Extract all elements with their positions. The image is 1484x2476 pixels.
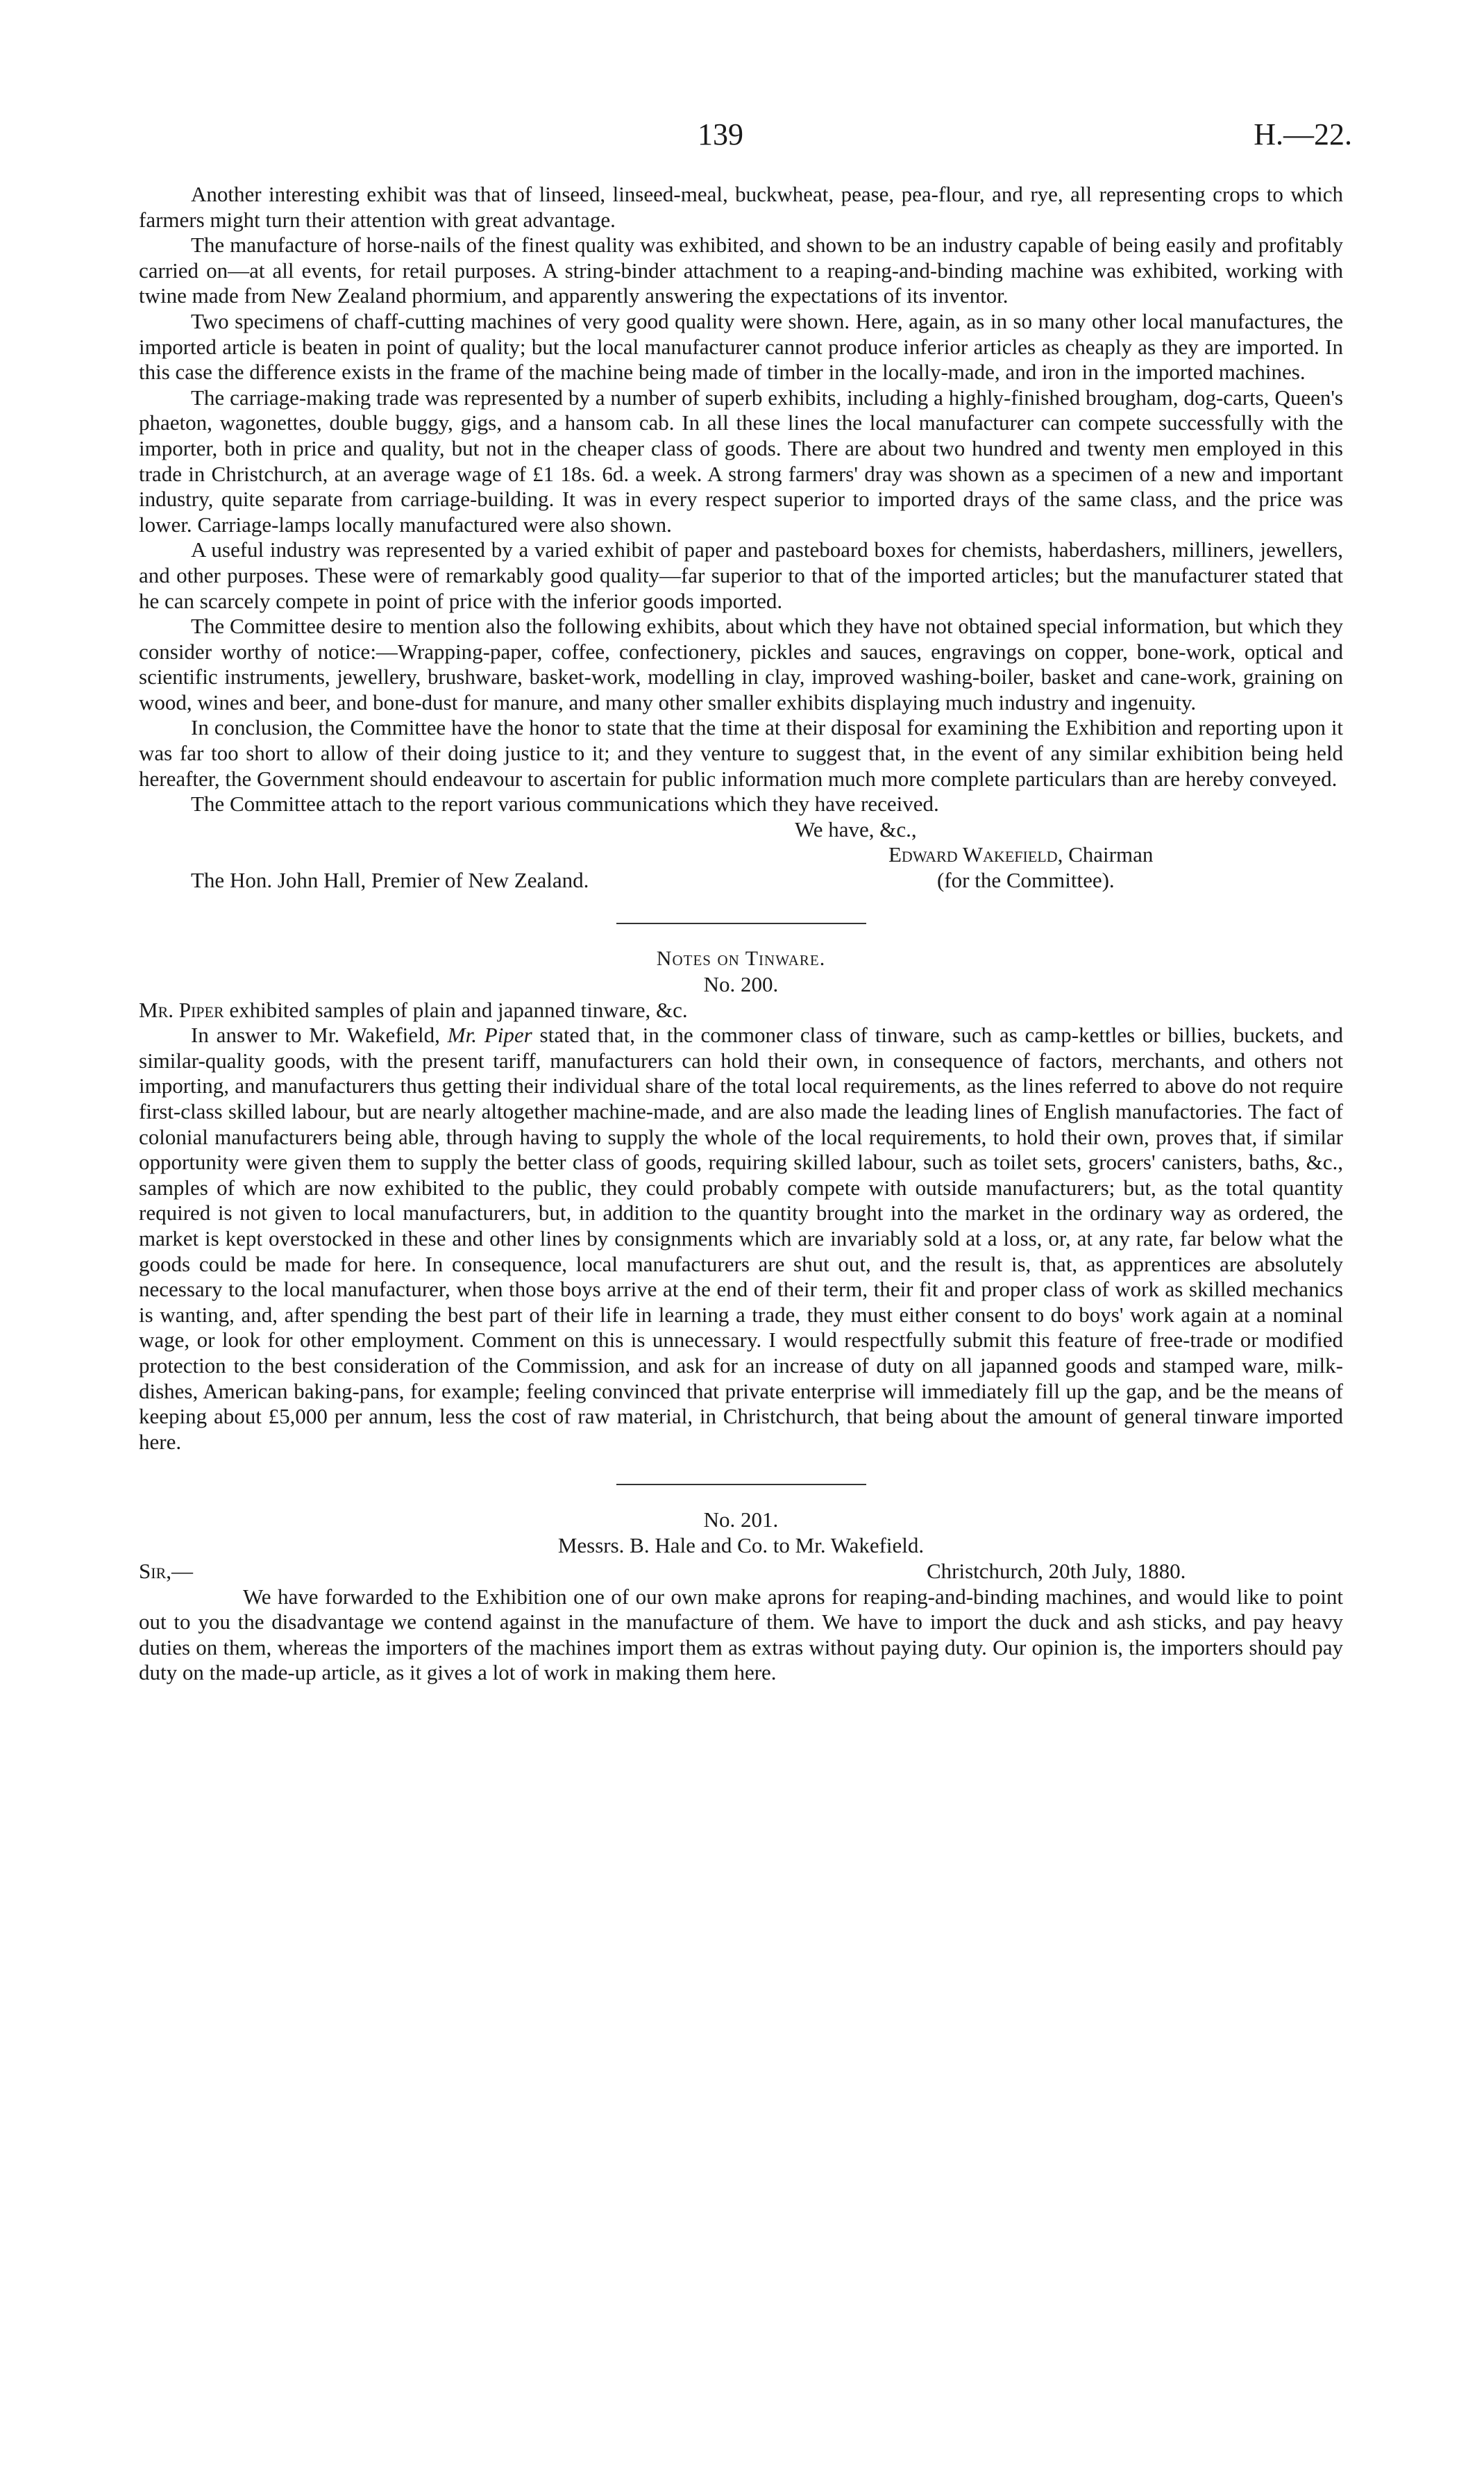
salutation-date-line: [139, 1559, 1343, 1584]
letter-heading: Messrs. B. Hale and Co. to Mr. Wakefield.: [557, 1532, 925, 1557]
document-reference: H.—22.: [1254, 117, 1352, 151]
section-divider: [616, 1484, 866, 1485]
speaker-name: Mr. Piper: [447, 1023, 532, 1048]
for-committee: (for the Committee).: [937, 868, 1115, 893]
paragraph: Two specimens of chaff-cutting machines of very good quality were shown. Here, again, as in so many other local manufactures, the imported article is beaten in point of quality; but the local manufacturer cannot produce inferior articles as cheaply as they are imported. In this case the difference exists in the frame of the machine being made of timber in the locally-made, and iron in the imported machines.: [139, 308, 1343, 385]
paragraph: The Committee desire to mention also the following exhibits, about which they have not obtained special information, but which they consider worthy of notice:—Wrapping-paper, coffee, confectionery, pickles and sauces, engravings on copper, bone-work, optical and scientific instruments, jewellery, brushware, basket-work, modelling in clay, improved washing-boiler, basket and cane-work, graining on wood, wines and beer, and bone-dust for manure, and many other smaller exhibits displaying much industry and ingenuity.: [139, 614, 1343, 714]
paragraph: Another interesting exhibit was that of linseed, linseed-meal, buckwheat, pease, pea-flour, and rye, all representing crops to which farmers might turn their attention with great advantage.: [139, 182, 1343, 232]
section-number: No. 201.: [703, 1507, 779, 1532]
section-divider: [616, 923, 866, 924]
signatory-name: Edward Wakefield: [888, 842, 1058, 867]
page-number: 139: [698, 117, 743, 151]
page-header: [0, 117, 1484, 158]
signature-address-line: [139, 868, 1343, 894]
section-title: Notes on Tinware.: [656, 947, 826, 971]
paragraph: In conclusion, the Committee have the honor to state that the time at their disposal for examining the Exhibition and reporting upon it was far too short to allow of their doing justice to it; and they venture to suggest that, in the event of any similar exhibition being held hereafter, the Government should endeavour to ascertain for public information much more complete particulars than are hereby conveyed.: [139, 715, 1343, 791]
paragraph: In answer to Mr. Wakefield, Mr. Piper stated that, in the commoner class of tinware, such as camp-kettles or billies, buckets, and similar-quality goods, with the present tariff, manufacturers can hold their own, in consequence of factors, merchants, and others not importing, and manufacturers thus getting their individual share of the total local requirements, as the lines referred to above do not require first-class skilled labour, but are nearly altogether machine-made, and are also made the leading lines of English manufactories. The fact of colonial manufacturers being able, through having to supply the whole of the local requirements, to hold their own, proves that, if similar opportunity were given them to supply the better class of goods, requiring skilled labour, such as toilet sets, grocers' canisters, baths, &c., samples of which are now exhibited to the public, they could probably compete with outside manufacturers; but, as the total quantity required is not given to local manufacturers, but, in addition to the quantity brought into the market in the ordinary way as ordered, the market is kept overstocked in these and other lines by consignments which are invariably sold at a loss, or, at any rate, far below what the goods could be made for here. In consequence, local manufacturers are shut out, and the result is, that, as apprentices are absolutely necessary to the local manufacturer, when those boys arrive at the end of their term, their fit and proper class of work as skilled mechanics is wanting, and, after spending the best part of their life in learning a trade, they must either consent to do boys' work again at a nominal wage, or look for other employment. Comment on this is unnecessary. I would respectfully submit this feature of free-trade or modified protection to the best consideration of the Commission, and ask for an increase of duty on all japanned goods and stamped ware, milk-dishes, American baking-pans, for example; feeling convinced that private enterprise will immediately fill up the gap, and be the means of keeping about £5,000 per annum, less the cost of raw material, in Christchurch, that being about the amount of general tinware imported here.: [139, 1023, 1344, 1454]
section-number: No. 200.: [703, 972, 779, 997]
paragraph: The carriage-making trade was represented by a number of superb exhibits, including a highly-finished brougham, dog-carts, Queen's phaeton, wagonettes, double buggy, gigs, and a hansom cab. In all these lines the local manufacturer can compete successfully with the importer, both in price and quality, but not in the cheaper class of goods. There are about two hundred and twenty men employed in this trade in Christchurch, at an average wage of £1 18s. 6d. a week. A strong farmers' dray was shown as a specimen of a new and important industry, quite separate from carriage-building. It was in every respect superior to imported drays of the same class, and the price was lower. Carriage-lamps locally manufactured were also shown.: [139, 385, 1343, 537]
signatory-role: , Chairman: [1057, 842, 1154, 867]
letter-body: We have forwarded to the Exhibition one of our own make aprons for reaping-and-binding machines, and would like to point out to you the disadvantage we contend against in the manufacture of them. We have to import the duck and ash sticks, and pay heavy duties on them, whereas the importers of the machines import them as extras without paying duty. Our opinion is, the importers should pay duty on the made-up article, as it gives a lot of work in making them here.: [139, 1584, 1343, 1685]
exhibit-intro: Mr. Piper exhibited samples of plain and japanned tinware, &c.: [139, 997, 688, 1022]
salutation: Sir,—: [139, 1558, 193, 1583]
letter-date: Christchurch, 20th July, 1880.: [927, 1558, 1186, 1583]
addressee: The Hon. John Hall, Premier of New Zealand.: [191, 868, 589, 893]
exhibitor-name: Mr. Piper: [139, 997, 224, 1022]
signature-closing: We have, &c.,: [795, 817, 917, 842]
paragraph: The Committee attach to the report various communications which they have received.: [191, 792, 939, 817]
document-body: [139, 182, 1343, 1686]
signature-name-line: [139, 842, 1343, 868]
paragraph: The manufacture of horse-nails of the finest quality was exhibited, and shown to be an industry capable of being easily and profitably carried on—at all events, for retail purposes. A string-binder attachment to a reaping-and-binding machine was exhibited, working with twine made from New Zealand phormium, and apparently answering the expectations of its inventor.: [139, 233, 1343, 308]
paragraph: A useful industry was represented by a varied exhibit of paper and pasteboard boxes for chemists, haberdashers, milliners, jewellers, and other purposes. These were of remarkably good quality—far superior to that of the imported articles; but the manufacturer stated that he can scarcely compete in point of price with the inferior goods imported.: [139, 537, 1343, 613]
